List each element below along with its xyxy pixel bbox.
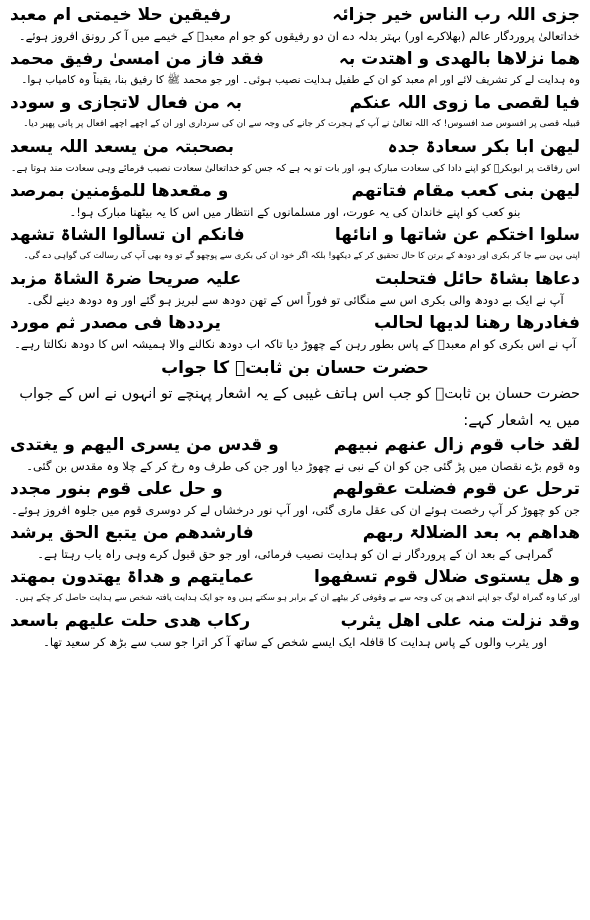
verse-hemistich-first: دعاھا بشاۃ حائل فتحلبت — [374, 269, 580, 289]
verse-hemistich-first: فیا لقصی ما زوی اللہ عنکم — [349, 93, 580, 113]
verse-translation: خداتعالیٰ پروردگار عالم (بھلاکرے اور) بہتر بدلہ دے ان دو رفیقوں کو جو ام معبدؓ کے خیمے میں آ کر رونق افروز ہوئے۔ — [18, 29, 580, 43]
verse-translation: گمراہی کے بعد ان کے پروردگار نے ان کو ہدایت نصیب فرمائی، اور جو حق قبول کرے وہی راہ یاب رہتا ہے۔ — [37, 547, 553, 561]
verse-line — [10, 610, 580, 634]
verse-translation: وہ ہدایت لے کر تشریف لائے اور ام معبد کو ان کے طفیل ہدایت نصیب ہوئی۔ اور جو محمد ﷺ کا رفیق بنا، یقیناً وہ کامیاب ہوا۔ — [21, 74, 580, 86]
verse-translation: اس رفاقت پر ابوبکرؓ کو اپنے دادا کی سعادت مبارک ہو، اور بات تو یہ ہے کہ جس کو خداتعالیٰ سعادت نصیب فرمائے وہی سعادت مند ہوتا ہے۔ — [10, 163, 580, 174]
verse-hemistich-first: سلوا اختکم عن شاتھا و انائھا — [334, 225, 580, 245]
verse-hemistich-first: وقد نزلت منہ علی اھل یثرب — [340, 611, 580, 631]
section-intro-line-1: حضرت حسان بن ثابتؓ کو جب اس ہاتف غیبی کے یہ اشعار پہنچے تو انہوں نے اس کے جواب — [19, 386, 580, 402]
verse-line — [10, 4, 580, 28]
verse-hemistich-second: یرددھا فی مصدر ثم مورد — [10, 313, 221, 333]
verse-line — [10, 522, 580, 546]
verse-translation: اور کیا وہ گمراہ لوگ جو اپنے اندھے پن کی وجہ سے بے وقوفی کر بیٹھے ان کے برابر ہو سکتے ہیں وہ جو ایک ہدایت یافتہ شخص سے ہدایت حاصل کر چکے ہیں۔ — [14, 593, 580, 603]
verse-hemistich-first: جزی اللہ رب الناس خیر جزائہ — [332, 5, 580, 25]
verse-hemistich-first: و ھل یستوی ضلال قوم تسفھوا — [314, 567, 580, 587]
verse-hemistich-first: لیھن ابا بکر سعادۃ جدہ — [387, 137, 580, 157]
verse-line — [10, 224, 580, 248]
verse-hemistich-second: علیہ صریحا ضرۃ الشاۃ مزبد — [10, 269, 242, 289]
verse-hemistich-second: فارشدھم من یتبع الحق یرشد — [10, 523, 254, 543]
verse-line — [10, 312, 580, 336]
verse-hemistich-second: بہ من فعال لاتجازی و سودد — [10, 93, 243, 113]
verse-translation: جن کو چھوڑ کر آپ رخصت ہوئے ان کی عقل ماری گئی، اور آپ نور درخشاں لے کر دوسری قوم میں جلوہ افروز ہوئے۔ — [11, 503, 580, 517]
verse-translation: آپ نے ایک بے دودھ والی بکری اس سے منگائی تو فوراً اس کے تھن دودھ سے لبریز ہو گئے اور وہ دودھ دینے لگی۔ — [26, 293, 564, 307]
verse-hemistich-second: و مقعدھا للمؤمنین بمرصد — [10, 181, 229, 201]
verse-translation: آپ نے اس بکری کو ام معبدؓ کے پاس بطور رہن کے چھوڑ دیا تاکہ اب دودھ نکالنے والا ہمیشہ اس کا دودھ نکالتا رہے۔ — [14, 337, 576, 351]
verse-hemistich-second: و قدس من یسری الیھم و یغتدی — [10, 435, 279, 455]
poem-block-hassan — [10, 434, 580, 652]
verse-line — [10, 478, 580, 502]
verse-hemistich-second: بصحبتہ من یسعد اللہ یسعد — [10, 137, 235, 157]
verse-line — [10, 48, 580, 72]
verse-line — [10, 136, 580, 160]
verse-hemistich-first: لقد خاب قوم زال عنھم نبیھم — [333, 435, 580, 455]
section-heading: حضرت حسان بن ثابتؓ کا جواب — [161, 358, 429, 378]
verse-line — [10, 92, 580, 116]
verse-hemistich-second: رکاب ھدی حلت علیھم باسعد — [10, 611, 251, 631]
poem-block-hatif — [10, 4, 580, 354]
verse-translation: وہ قوم بڑے نقصان میں پڑ گئی جن کو ان کے نبی نے چھوڑ دیا اور جن کی طرف وہ رخ کر کے چلا وہ مقدس بن گئی۔ — [26, 459, 580, 473]
verse-hemistich-second: فقد فاز من امسیٰ رفیق محمد — [10, 49, 264, 69]
verse-hemistich-second: و حل علی قوم بنور مجدد — [10, 479, 223, 499]
verse-hemistich-second: فانکم ان تسألوا الشاۃ تشھد — [10, 225, 245, 245]
verse-translation: بنو کعب کو اپنے خاندان کی یہ عورت، اور مسلمانوں کے انتظار میں اس کا یہ بیٹھنا مبارک ہو!۔ — [69, 205, 521, 219]
verse-hemistich-first: ترحل عن قوم فضلت عقولھم — [332, 479, 580, 499]
verse-hemistich-first: ھما نزلاھا بالھدی و اھتدت بہ — [338, 49, 580, 69]
verse-line — [10, 180, 580, 204]
section-intro-line-2: میں یہ اشعار کہے: — [463, 411, 580, 429]
verse-hemistich-first: فغادرھا رھنا لدیھا لحالب — [373, 313, 580, 333]
verse-hemistich-second: عمایتھم و ھداۃ یھتدون بمھتد — [10, 567, 255, 587]
verse-line — [10, 434, 580, 458]
verse-translation: قبیلہ قصی پر افسوس صد افسوس! کہ اللہ تعالیٰ نے آپ کے ہجرت کر جانے کی وجہ سے ان کی سرداری اور ان کے اچھے اچھے افعال پر پانی پھیر دیا۔ — [23, 119, 580, 129]
verse-hemistich-first: ھداھم بہ بعد الضلالۃ ربھم — [362, 523, 580, 543]
verse-translation: اور یثرب والوں کے پاس ہدایت کا قافلہ ایک ایسے شخص کے ساتھ آ کر اترا جو سب سے بڑھ کر سعید تھا۔ — [43, 635, 547, 649]
verse-hemistich-first: لیھن بنی کعب مقام فتاتھم — [351, 181, 580, 201]
verse-line — [10, 566, 580, 590]
verse-hemistich-second: رفیقین حلا خیمتی ام معبد — [10, 5, 232, 25]
verse-translation: اپنی بہن سے جا کر بکری اور دودھ کے برتن کا حال تحقیق کر کے دیکھو! بلکہ اگر خود ان کی بکری سے پوچھو گے تو وہ بھی آپ کی رسالت کی گواہی دے گی۔ — [23, 251, 580, 261]
verse-line — [10, 268, 580, 292]
